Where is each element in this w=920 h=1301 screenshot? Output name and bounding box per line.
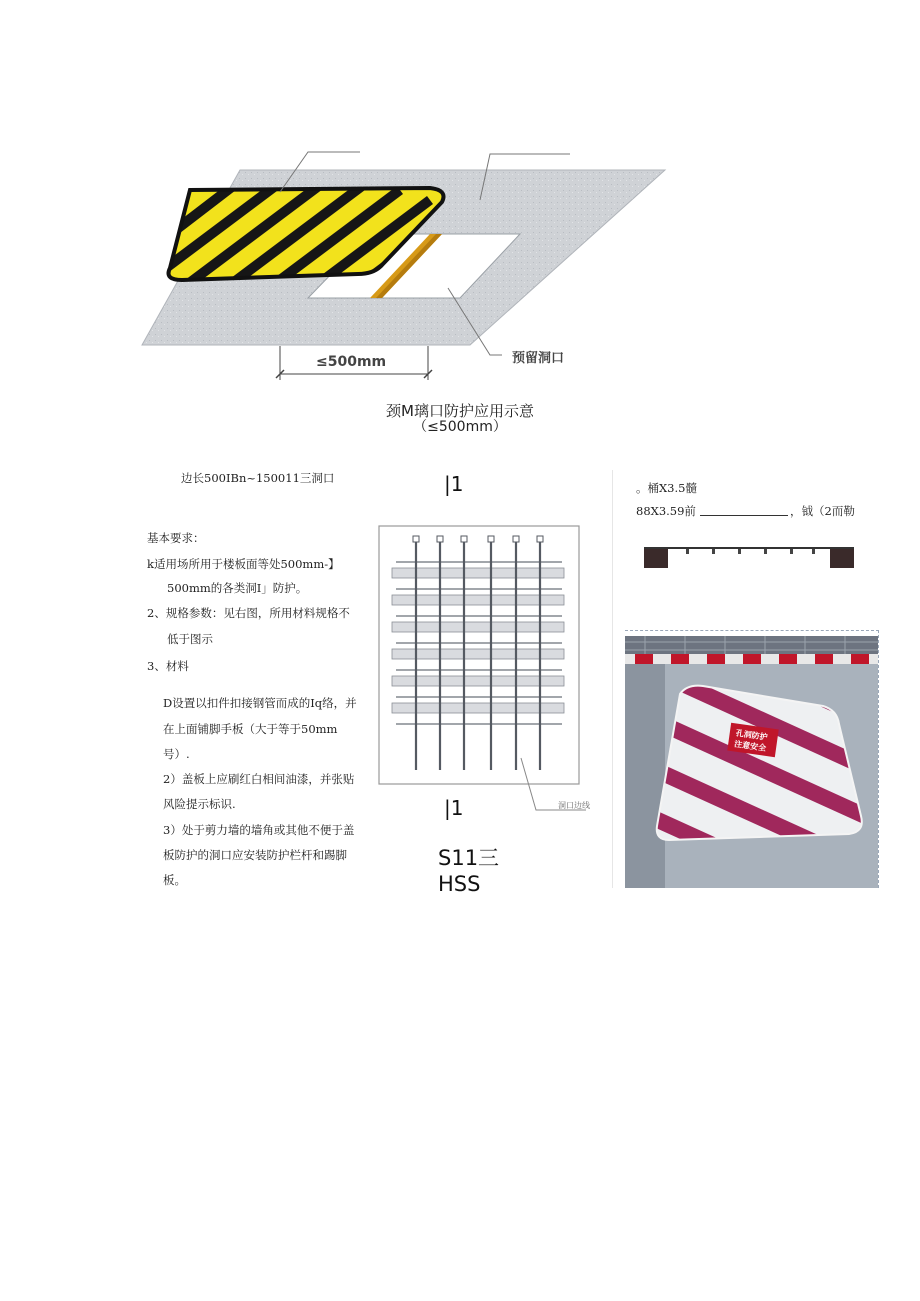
figure-caption-range: （≤500mm） bbox=[413, 419, 507, 435]
requirement-3: 3、材料 bbox=[147, 659, 189, 673]
spec-line-2a: 88X3.59前 bbox=[636, 504, 696, 518]
steel-grid-drawing bbox=[376, 518, 616, 828]
material-3: 3）处于剪力墙的墙角或其他不便于盖 bbox=[163, 823, 355, 837]
requirement-2: 2、规格参数：见右图，所用材料规格不 bbox=[147, 606, 350, 620]
requirement-1: k适用场所用于楼板面等处500mm-】 bbox=[147, 557, 340, 571]
material-1: D设置以扣件扣接钢管而成的Iq络，并 bbox=[163, 696, 357, 710]
material-2: 2）盖板上应刷红白相间油漆，并张贴 bbox=[163, 772, 355, 786]
warning-sign-line2: 注意安全 bbox=[733, 739, 767, 753]
warning-sign-line1: 孔洞防护 bbox=[735, 728, 769, 742]
section-heading: 边长500IBn~150011三洞口 bbox=[181, 471, 335, 485]
requirement-2-cont: 低于图示 bbox=[167, 632, 213, 646]
section-mark-bottom: |1 bbox=[444, 796, 464, 820]
photo-frame-top bbox=[625, 630, 879, 631]
dimension-label: ≤500mm bbox=[316, 354, 387, 370]
section-view-drawing bbox=[640, 540, 860, 572]
spec-underline bbox=[700, 515, 788, 516]
basic-requirements-label: 基本要求： bbox=[147, 531, 205, 545]
hole-cover-illustration bbox=[130, 140, 690, 390]
site-photo bbox=[625, 636, 878, 888]
horizontal-pipes bbox=[396, 562, 562, 724]
figure-caption: 颈M璃口防护应用示意 bbox=[386, 402, 534, 420]
callout-label: 预留洞口 bbox=[512, 351, 565, 366]
material-1-cont: 在上面铺脚手板（大于等于50mm bbox=[163, 722, 338, 736]
material-3-cont: 板防护的洞口应安装防护栏杆和踢脚 bbox=[163, 848, 347, 862]
material-2-cont: 风险提示标识. bbox=[163, 797, 236, 811]
material-1-end: 号）. bbox=[163, 747, 190, 761]
spec-line-2b: ，钺（2而勒 bbox=[790, 504, 855, 518]
drawing-label-2: HSS bbox=[438, 872, 481, 896]
material-3-end: 板。 bbox=[163, 873, 186, 887]
drawing-label-1: S11三 bbox=[438, 846, 500, 870]
section-mark-top: |1 bbox=[444, 472, 464, 496]
column-divider bbox=[612, 470, 613, 888]
requirement-1-cont: 500mm的各类洞I」防护。 bbox=[167, 581, 308, 595]
spec-line-1: 。桶X3.5髓 bbox=[636, 481, 697, 495]
photo-frame-right bbox=[878, 630, 879, 888]
horizontal-boards bbox=[392, 568, 564, 713]
hole-edge-label: 洞口边线 bbox=[558, 801, 590, 810]
